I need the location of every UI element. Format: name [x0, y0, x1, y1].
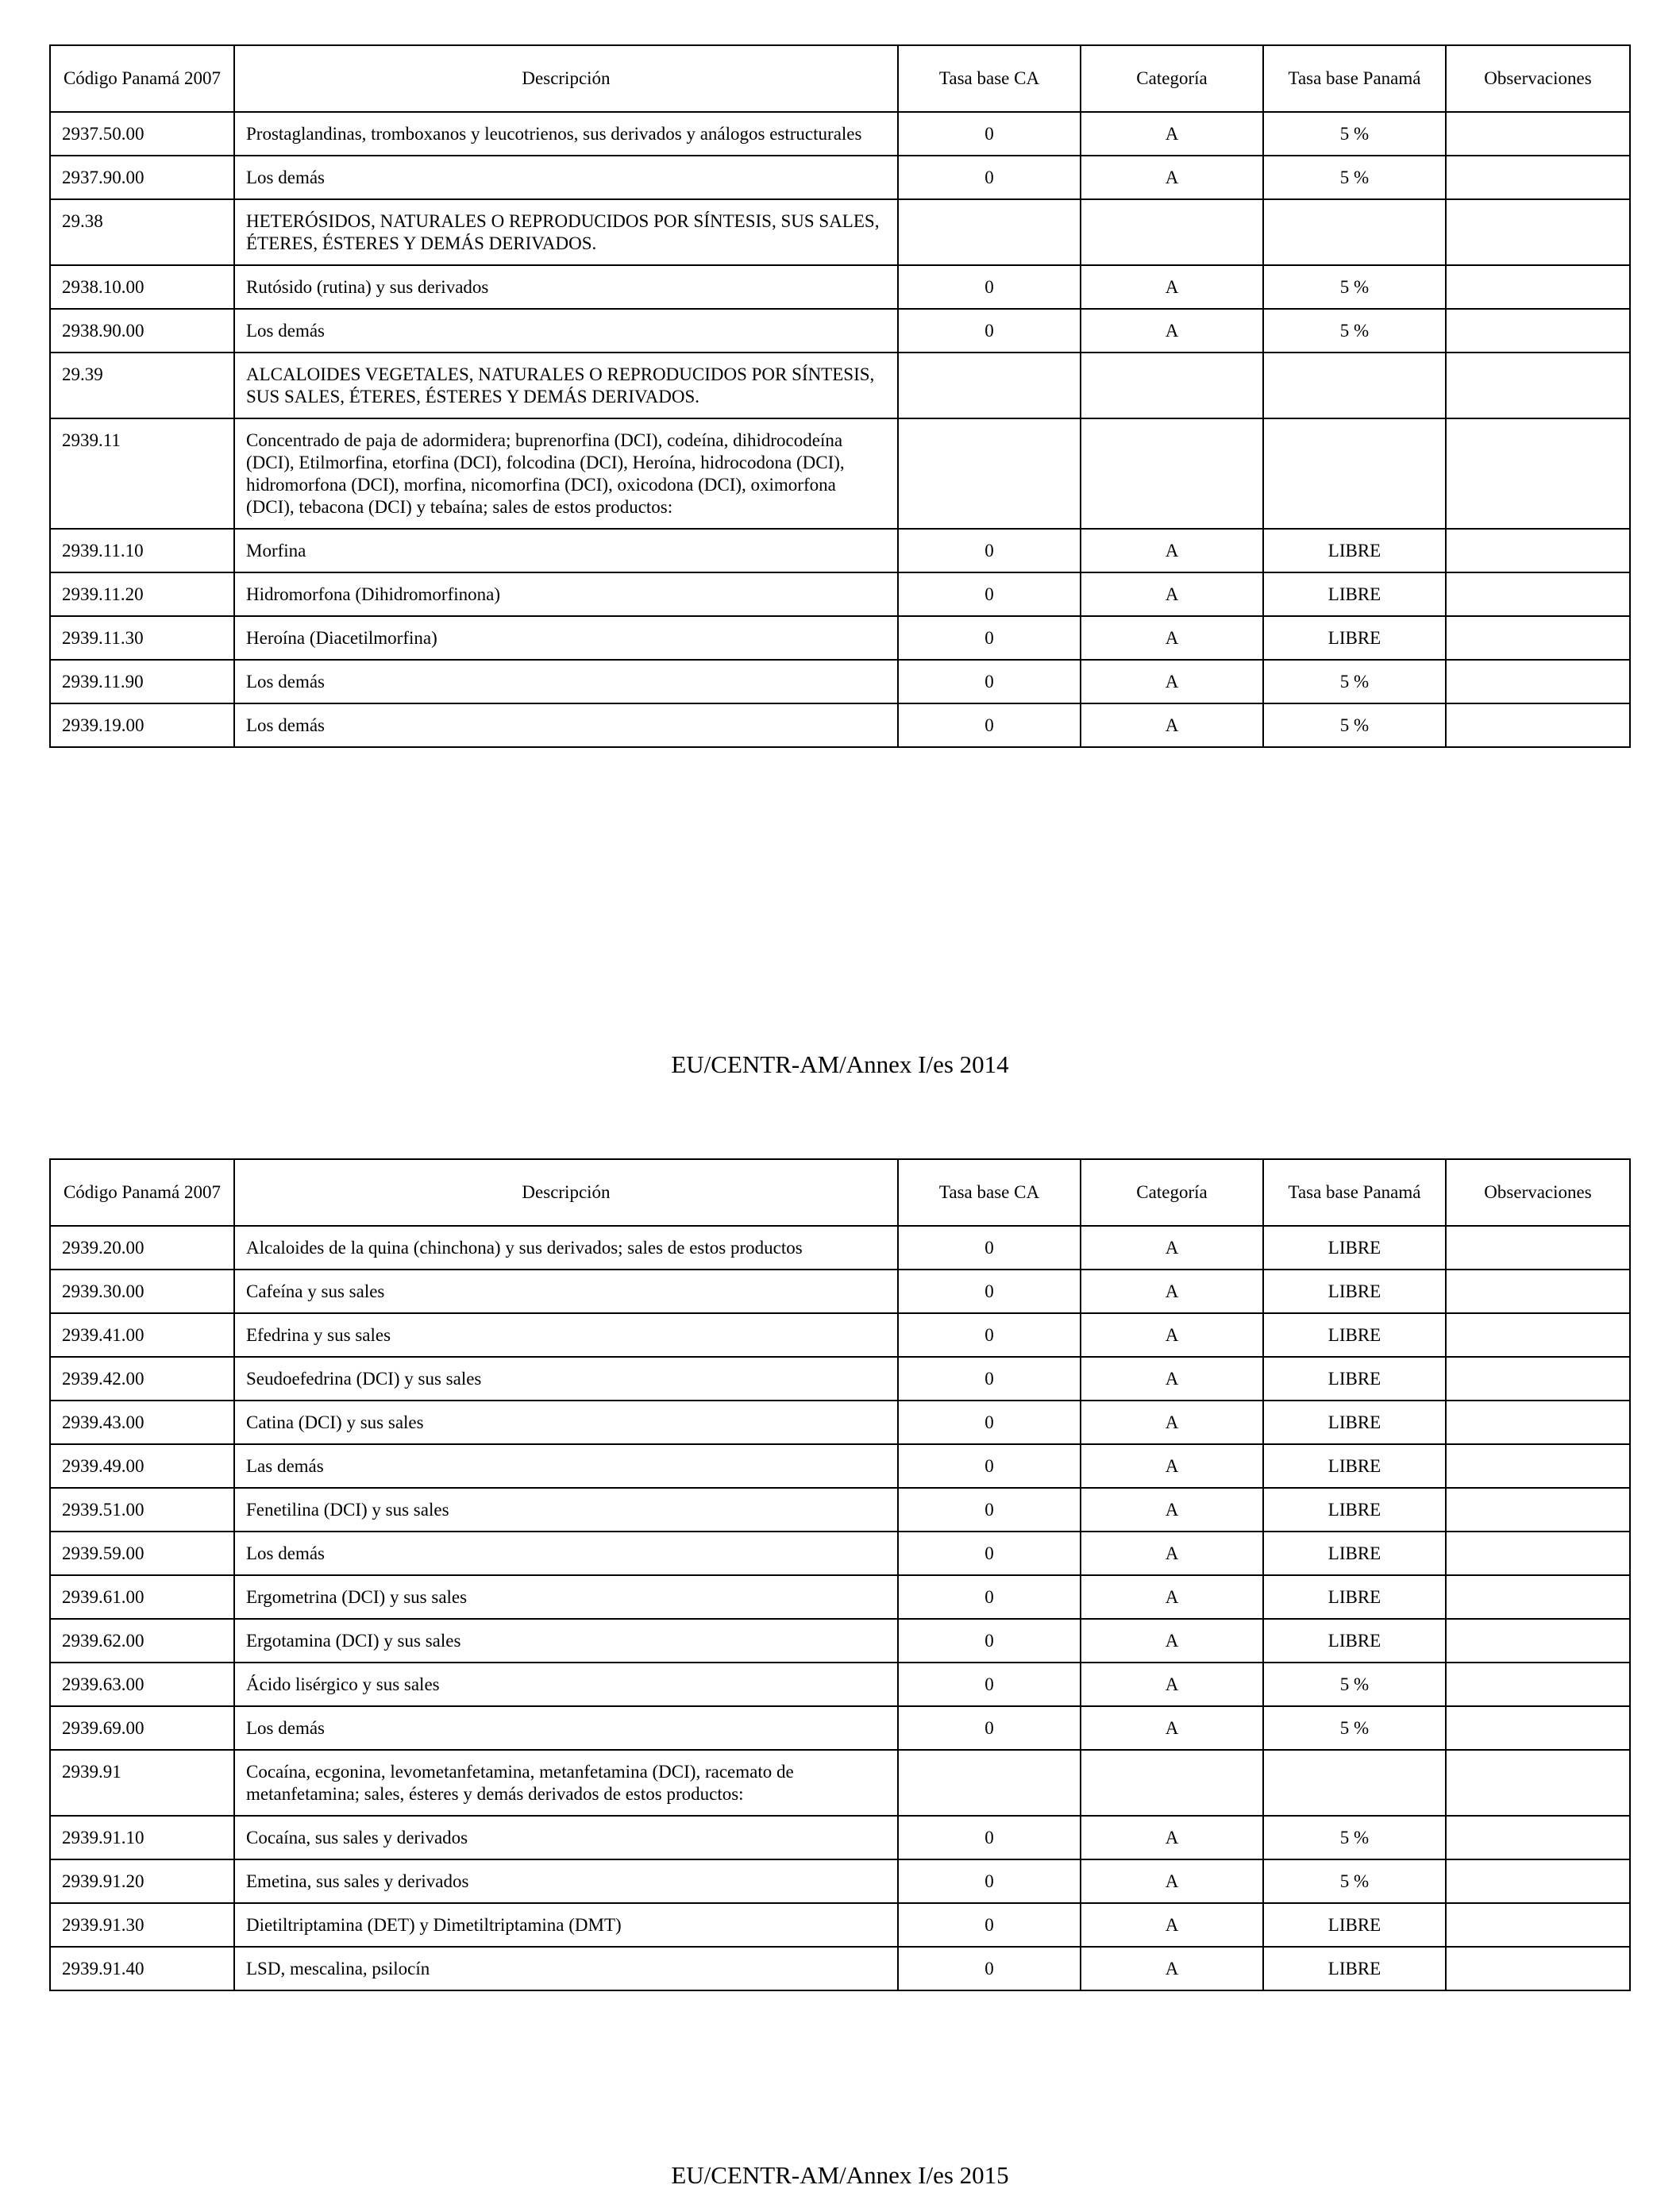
cell-categoria: A — [1081, 703, 1263, 747]
cell-codigo: 2939.11.20 — [50, 572, 234, 616]
table-row — [50, 703, 1630, 747]
cell-tasa-panama: 5 % — [1263, 265, 1446, 309]
cell-observaciones — [1446, 1226, 1630, 1270]
cell-tasa-ca: 0 — [898, 1401, 1081, 1444]
table-row — [50, 1619, 1630, 1663]
cell-codigo: 2938.90.00 — [50, 309, 234, 353]
cell-descripcion: LSD, mescalina, psilocín — [234, 1947, 898, 1990]
cell-tasa-panama: LIBRE — [1263, 572, 1446, 616]
cell-descripcion: Heroína (Diacetilmorfina) — [234, 616, 898, 660]
cell-categoria: A — [1081, 1816, 1263, 1859]
cell-categoria: A — [1081, 1444, 1263, 1488]
table-row — [50, 1903, 1630, 1947]
table-row — [50, 1575, 1630, 1619]
cell-descripcion: HETERÓSIDOS, NATURALES O REPRODUCIDOS POR SÍNTESIS, SUS SALES, ÉTERES, ÉSTERES Y DEMÁS DERIVADOS. — [234, 199, 898, 265]
cell-observaciones — [1446, 353, 1630, 418]
cell-tasa-ca — [898, 199, 1081, 265]
cell-observaciones — [1446, 1903, 1630, 1947]
cell-descripcion: Cocaína, sus sales y derivados — [234, 1816, 898, 1859]
cell-codigo: 2939.51.00 — [50, 1488, 234, 1532]
cell-descripcion: Cafeína y sus sales — [234, 1270, 898, 1313]
cell-categoria: A — [1081, 1619, 1263, 1663]
table-row — [50, 1401, 1630, 1444]
cell-tasa-panama — [1263, 418, 1446, 529]
header-codigo: Código Panamá 2007 — [50, 45, 234, 112]
cell-tasa-ca: 0 — [898, 1859, 1081, 1903]
cell-tasa-panama: LIBRE — [1263, 1488, 1446, 1532]
cell-categoria — [1081, 199, 1263, 265]
cell-tasa-ca — [898, 418, 1081, 529]
cell-categoria: A — [1081, 156, 1263, 199]
cell-tasa-panama — [1263, 1750, 1446, 1816]
cell-tasa-ca: 0 — [898, 1663, 1081, 1706]
cell-descripcion: Los demás — [234, 156, 898, 199]
header-tasa-panama: Tasa base Panamá — [1263, 45, 1446, 112]
cell-observaciones — [1446, 572, 1630, 616]
cell-categoria — [1081, 1750, 1263, 1816]
table-row — [50, 1532, 1630, 1575]
table-row — [50, 418, 1630, 529]
cell-tasa-panama: 5 % — [1263, 1706, 1446, 1750]
cell-observaciones — [1446, 1619, 1630, 1663]
cell-observaciones — [1446, 616, 1630, 660]
cell-codigo: 29.38 — [50, 199, 234, 265]
cell-tasa-ca: 0 — [898, 1532, 1081, 1575]
table-row — [50, 660, 1630, 703]
cell-observaciones — [1446, 156, 1630, 199]
cell-observaciones — [1446, 112, 1630, 156]
cell-tasa-panama: 5 % — [1263, 1816, 1446, 1859]
page-footer: EU/CENTR-AM/Annex I/es 2014 — [671, 1050, 1009, 1078]
cell-categoria: A — [1081, 1903, 1263, 1947]
cell-observaciones — [1446, 660, 1630, 703]
header-observaciones: Observaciones — [1446, 1159, 1630, 1226]
cell-categoria: A — [1081, 265, 1263, 309]
cell-observaciones — [1446, 1706, 1630, 1750]
header-categoria: Categoría — [1081, 1159, 1263, 1226]
cell-codigo: 29.39 — [50, 353, 234, 418]
cell-tasa-panama: LIBRE — [1263, 1947, 1446, 1990]
cell-codigo: 2939.91.40 — [50, 1947, 234, 1990]
cell-categoria: A — [1081, 1706, 1263, 1750]
cell-tasa-panama: 5 % — [1263, 703, 1446, 747]
table-row — [50, 1357, 1630, 1401]
cell-descripcion: Rutósido (rutina) y sus derivados — [234, 265, 898, 309]
table-body — [50, 112, 1630, 747]
cell-observaciones — [1446, 1750, 1630, 1816]
cell-codigo: 2939.41.00 — [50, 1313, 234, 1357]
cell-descripcion: Fenetilina (DCI) y sus sales — [234, 1488, 898, 1532]
cell-descripcion: Cocaína, ecgonina, levometanfetamina, metanfetamina (DCI), racemato de metanfetamina; sales, ésteres y demás derivados de estos productos: — [234, 1750, 898, 1816]
cell-descripcion: Ergotamina (DCI) y sus sales — [234, 1619, 898, 1663]
cell-tasa-panama — [1263, 353, 1446, 418]
cell-tasa-panama: 5 % — [1263, 1663, 1446, 1706]
cell-categoria: A — [1081, 1401, 1263, 1444]
cell-categoria: A — [1081, 529, 1263, 572]
cell-categoria — [1081, 418, 1263, 529]
cell-tasa-panama: LIBRE — [1263, 1313, 1446, 1357]
table-row — [50, 309, 1630, 353]
cell-categoria: A — [1081, 660, 1263, 703]
cell-observaciones — [1446, 1859, 1630, 1903]
cell-tasa-panama: LIBRE — [1263, 1903, 1446, 1947]
cell-descripcion: Hidromorfona (Dihidromorfinona) — [234, 572, 898, 616]
cell-tasa-ca: 0 — [898, 1313, 1081, 1357]
table-header — [50, 45, 1630, 112]
cell-categoria: A — [1081, 1575, 1263, 1619]
cell-tasa-ca — [898, 353, 1081, 418]
table-row — [50, 1816, 1630, 1859]
cell-codigo: 2939.11.90 — [50, 660, 234, 703]
table-row — [50, 156, 1630, 199]
cell-categoria: A — [1081, 1226, 1263, 1270]
cell-codigo: 2939.61.00 — [50, 1575, 234, 1619]
cell-tasa-ca: 0 — [898, 309, 1081, 353]
header-tasa-ca: Tasa base CA — [898, 1159, 1081, 1226]
table-header — [50, 1159, 1630, 1226]
cell-tasa-panama: LIBRE — [1263, 529, 1446, 572]
table-row — [50, 1947, 1630, 1990]
cell-observaciones — [1446, 529, 1630, 572]
cell-tasa-ca: 0 — [898, 572, 1081, 616]
cell-codigo: 2939.59.00 — [50, 1532, 234, 1575]
cell-observaciones — [1446, 1532, 1630, 1575]
table-row — [50, 1226, 1630, 1270]
cell-descripcion: Los demás — [234, 1706, 898, 1750]
cell-tasa-ca: 0 — [898, 1575, 1081, 1619]
cell-observaciones — [1446, 309, 1630, 353]
cell-observaciones — [1446, 703, 1630, 747]
table-row — [50, 1663, 1630, 1706]
cell-descripcion: Dietiltriptamina (DET) y Dimetiltriptamina (DMT) — [234, 1903, 898, 1947]
cell-descripcion: Alcaloides de la quina (chinchona) y sus derivados; sales de estos productos — [234, 1226, 898, 1270]
cell-tasa-ca: 0 — [898, 1947, 1081, 1990]
cell-observaciones — [1446, 265, 1630, 309]
table-row — [50, 1859, 1630, 1903]
cell-codigo: 2939.11.30 — [50, 616, 234, 660]
cell-observaciones — [1446, 1357, 1630, 1401]
cell-categoria: A — [1081, 1859, 1263, 1903]
cell-tasa-ca: 0 — [898, 156, 1081, 199]
cell-observaciones — [1446, 1313, 1630, 1357]
cell-observaciones — [1446, 418, 1630, 529]
cell-categoria: A — [1081, 1947, 1263, 1990]
table-row — [50, 572, 1630, 616]
table-row — [50, 1444, 1630, 1488]
header-descripcion: Descripción — [234, 45, 898, 112]
cell-tasa-panama: LIBRE — [1263, 1401, 1446, 1444]
cell-descripcion: Las demás — [234, 1444, 898, 1488]
cell-tasa-ca: 0 — [898, 616, 1081, 660]
cell-categoria: A — [1081, 1270, 1263, 1313]
cell-descripcion: Seudoefedrina (DCI) y sus sales — [234, 1357, 898, 1401]
header-observaciones: Observaciones — [1446, 45, 1630, 112]
cell-categoria: A — [1081, 1663, 1263, 1706]
table-row — [50, 353, 1630, 418]
cell-tasa-ca: 0 — [898, 703, 1081, 747]
cell-tasa-ca: 0 — [898, 1903, 1081, 1947]
cell-tasa-ca: 0 — [898, 1357, 1081, 1401]
cell-observaciones — [1446, 1270, 1630, 1313]
cell-tasa-panama: LIBRE — [1263, 1444, 1446, 1488]
cell-observaciones — [1446, 1947, 1630, 1990]
cell-categoria: A — [1081, 1313, 1263, 1357]
cell-observaciones — [1446, 1401, 1630, 1444]
cell-codigo: 2939.91.30 — [50, 1903, 234, 1947]
cell-tasa-panama: LIBRE — [1263, 616, 1446, 660]
table-row — [50, 1313, 1630, 1357]
cell-tasa-panama: LIBRE — [1263, 1532, 1446, 1575]
cell-tasa-panama — [1263, 199, 1446, 265]
header-tasa-ca: Tasa base CA — [898, 45, 1081, 112]
cell-tasa-panama: LIBRE — [1263, 1226, 1446, 1270]
cell-codigo: 2939.30.00 — [50, 1270, 234, 1313]
cell-codigo: 2939.11 — [50, 418, 234, 529]
cell-tasa-panama: 5 % — [1263, 112, 1446, 156]
header-tasa-panama: Tasa base Panamá — [1263, 1159, 1446, 1226]
cell-tasa-ca: 0 — [898, 1488, 1081, 1532]
cell-codigo: 2939.49.00 — [50, 1444, 234, 1488]
table-row — [50, 529, 1630, 572]
cell-codigo: 2939.43.00 — [50, 1401, 234, 1444]
cell-descripcion: Efedrina y sus sales — [234, 1313, 898, 1357]
cell-categoria: A — [1081, 1357, 1263, 1401]
cell-observaciones — [1446, 1444, 1630, 1488]
cell-tasa-panama: LIBRE — [1263, 1357, 1446, 1401]
cell-descripcion: Ergometrina (DCI) y sus sales — [234, 1575, 898, 1619]
cell-descripcion: Ácido lisérgico y sus sales — [234, 1663, 898, 1706]
cell-codigo: 2939.91.10 — [50, 1816, 234, 1859]
table-row — [50, 616, 1630, 660]
table-row — [50, 199, 1630, 265]
cell-descripcion: Los demás — [234, 1532, 898, 1575]
cell-categoria — [1081, 353, 1263, 418]
cell-codigo: 2939.91.20 — [50, 1859, 234, 1903]
cell-descripcion: Prostaglandinas, tromboxanos y leucotrienos, sus derivados y análogos estructurales — [234, 112, 898, 156]
cell-descripcion: Los demás — [234, 309, 898, 353]
cell-codigo: 2939.11.10 — [50, 529, 234, 572]
cell-tasa-panama: 5 % — [1263, 309, 1446, 353]
cell-descripcion: Los demás — [234, 660, 898, 703]
table-row — [50, 1706, 1630, 1750]
cell-categoria: A — [1081, 616, 1263, 660]
cell-codigo: 2939.62.00 — [50, 1619, 234, 1663]
cell-tasa-panama: LIBRE — [1263, 1270, 1446, 1313]
cell-codigo: 2939.19.00 — [50, 703, 234, 747]
cell-tasa-ca: 0 — [898, 112, 1081, 156]
cell-descripcion: Catina (DCI) y sus sales — [234, 1401, 898, 1444]
cell-tasa-ca: 0 — [898, 265, 1081, 309]
cell-codigo: 2939.20.00 — [50, 1226, 234, 1270]
cell-descripcion: Morfina — [234, 529, 898, 572]
table-row — [50, 1270, 1630, 1313]
table-row — [50, 1488, 1630, 1532]
cell-categoria: A — [1081, 572, 1263, 616]
cell-categoria: A — [1081, 309, 1263, 353]
cell-tasa-panama: 5 % — [1263, 156, 1446, 199]
cell-tasa-ca: 0 — [898, 1444, 1081, 1488]
table-row — [50, 112, 1630, 156]
cell-codigo: 2939.91 — [50, 1750, 234, 1816]
header-descripcion: Descripción — [234, 1159, 898, 1226]
cell-observaciones — [1446, 1575, 1630, 1619]
cell-codigo: 2939.69.00 — [50, 1706, 234, 1750]
cell-categoria: A — [1081, 1532, 1263, 1575]
cell-tasa-ca: 0 — [898, 660, 1081, 703]
cell-codigo: 2937.50.00 — [50, 112, 234, 156]
cell-codigo: 2939.63.00 — [50, 1663, 234, 1706]
cell-descripcion: Emetina, sus sales y derivados — [234, 1859, 898, 1903]
tariff-table-2 — [49, 1158, 1631, 1991]
cell-codigo: 2938.10.00 — [50, 265, 234, 309]
cell-tasa-ca: 0 — [898, 1619, 1081, 1663]
header-codigo: Código Panamá 2007 — [50, 1159, 234, 1226]
cell-observaciones — [1446, 1816, 1630, 1859]
cell-descripcion: Los demás — [234, 703, 898, 747]
cell-tasa-panama: 5 % — [1263, 660, 1446, 703]
cell-categoria: A — [1081, 112, 1263, 156]
cell-observaciones — [1446, 199, 1630, 265]
cell-categoria: A — [1081, 1488, 1263, 1532]
cell-tasa-panama: LIBRE — [1263, 1575, 1446, 1619]
page-footer: EU/CENTR-AM/Annex I/es 2015 — [671, 2161, 1009, 2189]
cell-tasa-panama: 5 % — [1263, 1859, 1446, 1903]
cell-descripcion: ALCALOIDES VEGETALES, NATURALES O REPRODUCIDOS POR SÍNTESIS, SUS SALES, ÉTERES, ÉSTERES Y DEMÁS DERIVADOS. — [234, 353, 898, 418]
cell-tasa-ca: 0 — [898, 529, 1081, 572]
cell-tasa-ca — [898, 1750, 1081, 1816]
cell-tasa-ca: 0 — [898, 1816, 1081, 1859]
table-row — [50, 265, 1630, 309]
cell-tasa-ca: 0 — [898, 1226, 1081, 1270]
tariff-table-1 — [49, 44, 1631, 748]
table-body — [50, 1226, 1630, 1990]
cell-tasa-panama: LIBRE — [1263, 1619, 1446, 1663]
cell-codigo: 2937.90.00 — [50, 156, 234, 199]
cell-observaciones — [1446, 1663, 1630, 1706]
cell-codigo: 2939.42.00 — [50, 1357, 234, 1401]
header-categoria: Categoría — [1081, 45, 1263, 112]
table-row — [50, 1750, 1630, 1816]
cell-tasa-ca: 0 — [898, 1270, 1081, 1313]
cell-tasa-ca: 0 — [898, 1706, 1081, 1750]
cell-descripcion: Concentrado de paja de adormidera; buprenorfina (DCI), codeína, dihidrocodeína (DCI), Etilmorfina, etorfina (DCI), folcodina (DCI), Heroína, hidrocodona (DCI), hidromorfona (DCI), morfina, nicomorfina (DCI), oxicodona (DCI), oximorfona (DCI), tebacona (DCI) y tebaína; sales de estos productos: — [234, 418, 898, 529]
cell-observaciones — [1446, 1488, 1630, 1532]
